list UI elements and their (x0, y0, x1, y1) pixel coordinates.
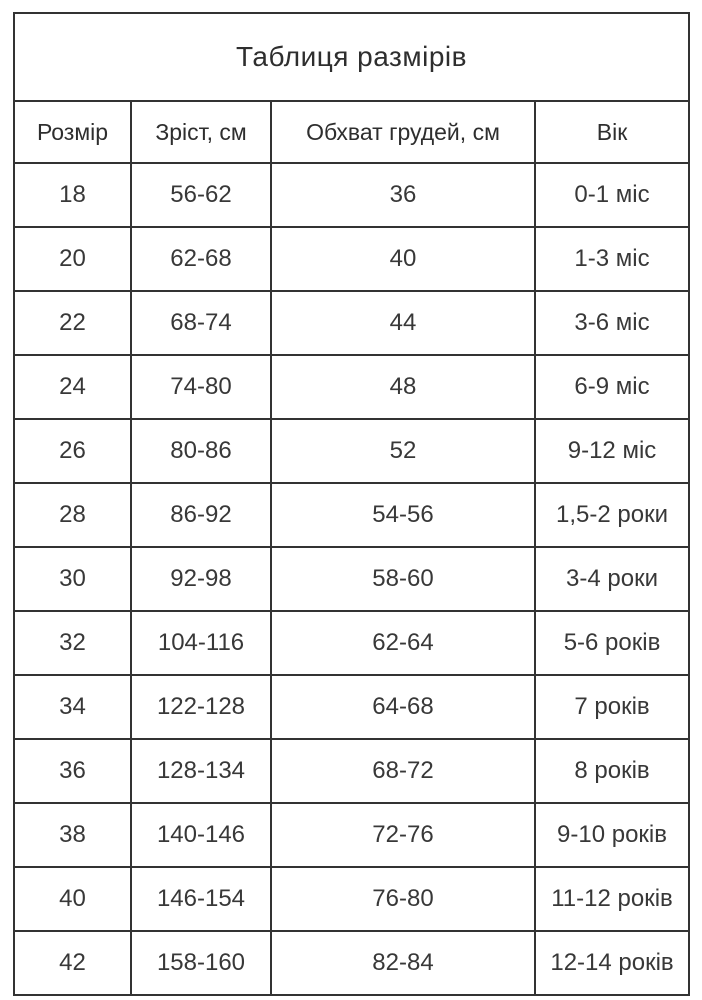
cell-chest: 82-84 (271, 931, 535, 995)
cell-age: 1,5-2 роки (535, 483, 689, 547)
cell-height: 62-68 (131, 227, 271, 291)
cell-age: 3-6 міс (535, 291, 689, 355)
cell-height: 86-92 (131, 483, 271, 547)
cell-size: 24 (14, 355, 131, 419)
cell-chest: 76-80 (271, 867, 535, 931)
cell-height: 122-128 (131, 675, 271, 739)
cell-chest: 68-72 (271, 739, 535, 803)
cell-age: 5-6 років (535, 611, 689, 675)
cell-age: 12-14 років (535, 931, 689, 995)
table-body (14, 163, 689, 995)
cell-height: 104-116 (131, 611, 271, 675)
table-row (14, 419, 689, 483)
table-row (14, 867, 689, 931)
cell-height: 92-98 (131, 547, 271, 611)
header-size: Розмір (14, 101, 131, 163)
table-header-row (14, 101, 689, 163)
cell-size: 40 (14, 867, 131, 931)
cell-size: 30 (14, 547, 131, 611)
cell-chest: 64-68 (271, 675, 535, 739)
cell-age: 1-3 міс (535, 227, 689, 291)
table-row (14, 227, 689, 291)
cell-height: 140-146 (131, 803, 271, 867)
table-row (14, 483, 689, 547)
header-height: Зріст, см (131, 101, 271, 163)
cell-size: 20 (14, 227, 131, 291)
cell-height: 146-154 (131, 867, 271, 931)
cell-chest: 40 (271, 227, 535, 291)
table-title: Таблиця размірів (14, 13, 689, 101)
table-row (14, 355, 689, 419)
cell-size: 38 (14, 803, 131, 867)
table-row (14, 675, 689, 739)
cell-chest: 58-60 (271, 547, 535, 611)
cell-chest: 48 (271, 355, 535, 419)
cell-height: 68-74 (131, 291, 271, 355)
cell-height: 80-86 (131, 419, 271, 483)
cell-chest: 62-64 (271, 611, 535, 675)
cell-age: 9-10 років (535, 803, 689, 867)
table-title-row (14, 13, 689, 101)
cell-size: 36 (14, 739, 131, 803)
table-row (14, 291, 689, 355)
table-row (14, 803, 689, 867)
size-chart-table (13, 12, 690, 996)
cell-age: 7 років (535, 675, 689, 739)
cell-size: 18 (14, 163, 131, 227)
cell-age: 9-12 міс (535, 419, 689, 483)
cell-size: 42 (14, 931, 131, 995)
cell-age: 11-12 років (535, 867, 689, 931)
cell-age: 3-4 роки (535, 547, 689, 611)
table-row (14, 739, 689, 803)
table-row (14, 931, 689, 995)
cell-size: 34 (14, 675, 131, 739)
table-head (14, 13, 689, 163)
table-row (14, 547, 689, 611)
cell-size: 32 (14, 611, 131, 675)
cell-size: 26 (14, 419, 131, 483)
cell-chest: 54-56 (271, 483, 535, 547)
cell-chest: 52 (271, 419, 535, 483)
cell-chest: 36 (271, 163, 535, 227)
header-chest: Обхват грудей, см (271, 101, 535, 163)
cell-size: 22 (14, 291, 131, 355)
cell-age: 8 років (535, 739, 689, 803)
cell-height: 128-134 (131, 739, 271, 803)
cell-age: 0-1 міс (535, 163, 689, 227)
cell-height: 56-62 (131, 163, 271, 227)
header-age: Вік (535, 101, 689, 163)
cell-height: 74-80 (131, 355, 271, 419)
cell-chest: 72-76 (271, 803, 535, 867)
cell-age: 6-9 міс (535, 355, 689, 419)
table-row (14, 163, 689, 227)
cell-size: 28 (14, 483, 131, 547)
cell-chest: 44 (271, 291, 535, 355)
table-row (14, 611, 689, 675)
cell-height: 158-160 (131, 931, 271, 995)
